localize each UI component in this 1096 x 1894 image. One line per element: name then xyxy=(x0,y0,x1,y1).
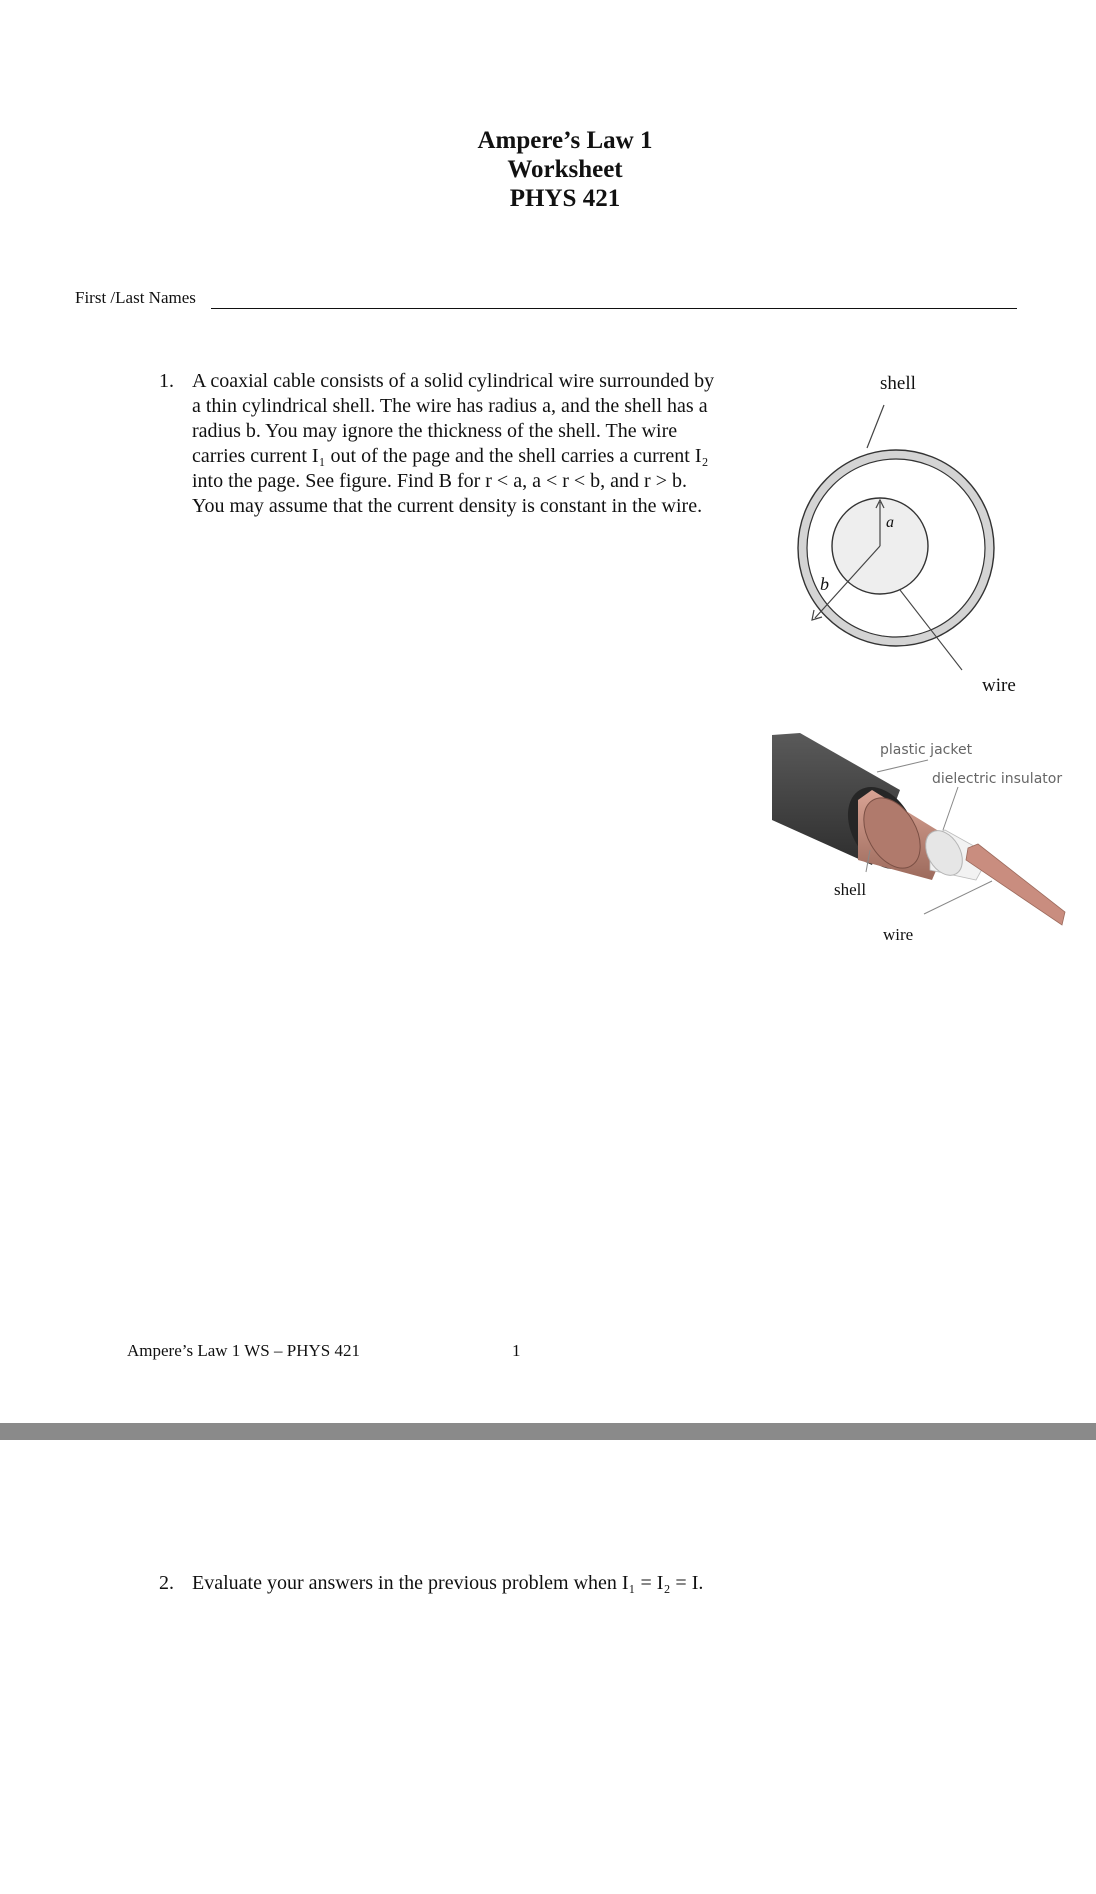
question-1-line: carries current I₁ out of the page and the shell carries a current I₂ xyxy=(192,445,709,467)
question-2-number: 2. xyxy=(159,1572,174,1594)
footer-title: Ampere’s Law 1 WS – PHYS 421 xyxy=(127,1341,360,1360)
cross-section-shell-label: shell xyxy=(880,373,916,394)
page-separator xyxy=(0,1423,1096,1440)
question-2-text: Evaluate your answers in the previous problem when I₁ = I₂ = I. xyxy=(192,1572,704,1594)
question-1-line: radius b. You may ignore the thickness of the shell. The wire xyxy=(192,420,678,442)
names-label: First /Last Names xyxy=(75,288,196,307)
title-line-1: Ampere’s Law 1 xyxy=(477,127,653,154)
radius-a-label: a xyxy=(886,514,894,531)
cable-wire-label: wire xyxy=(883,925,914,944)
dielectric-label: dielectric insulator xyxy=(932,771,1063,787)
radius-b-label: b xyxy=(820,574,829,594)
question-1-line: You may assume that the current density is constant in the wire. xyxy=(192,495,703,517)
title-line-2: Worksheet xyxy=(507,156,623,183)
page-2 xyxy=(0,1440,1096,1894)
plastic-jacket-label: plastic jacket xyxy=(880,742,973,758)
cross-section-wire-label: wire xyxy=(982,675,1016,696)
question-1-number: 1. xyxy=(159,370,174,392)
question-1-line: into the page. See figure. Find B for r < a, a < r < b, and r > b. xyxy=(192,470,687,492)
title-line-3: PHYS 421 xyxy=(509,185,621,212)
question-1-line: A coaxial cable consists of a solid cylindrical wire surrounded by xyxy=(192,370,715,392)
question-1-line: a thin cylindrical shell. The wire has radius a, and the shell has a xyxy=(192,395,708,417)
footer-page-number: 1 xyxy=(512,1341,521,1360)
cable-shell-label: shell xyxy=(834,880,867,899)
center-conductor xyxy=(966,844,1065,925)
